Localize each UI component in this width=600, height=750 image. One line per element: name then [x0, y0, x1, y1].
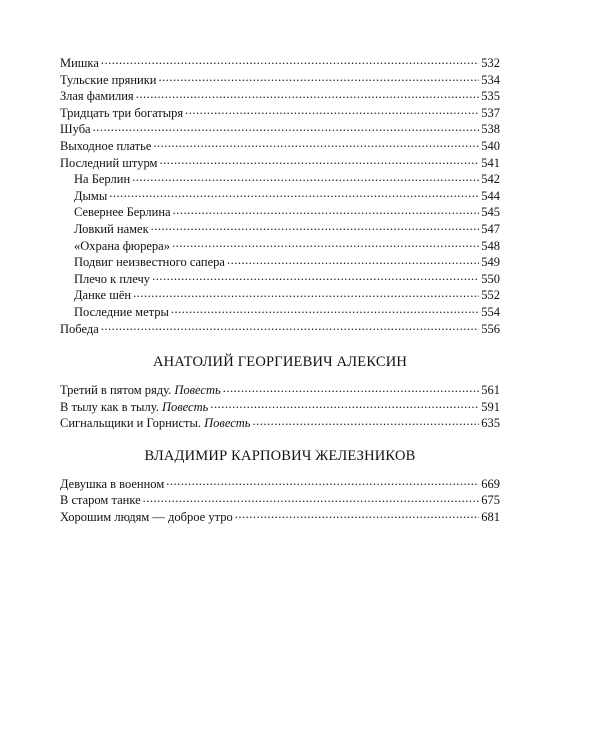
author-heading: ВЛАДИМИР КАРПОВИЧ ЖЕЛЕЗНИКОВ [144, 447, 416, 464]
dot-leader [93, 121, 480, 133]
page-number: 541 [481, 155, 500, 170]
entry-genre: Повесть [161, 399, 209, 414]
entry-title-text: Данке шён [74, 288, 132, 303]
entry-title [60, 322, 99, 338]
toc-entry [60, 121, 500, 138]
toc-entry [60, 399, 500, 416]
dot-leader [166, 476, 479, 488]
entry-title-text: Последний штурм [60, 155, 158, 170]
toc-entry [60, 88, 500, 105]
entry-title-text: В тылу как в тылу. [60, 399, 159, 414]
entry-title [60, 156, 157, 172]
entry-title-text: Дымы [74, 188, 108, 203]
page-number: 542 [481, 172, 500, 187]
page-number: 537 [481, 105, 500, 120]
entry-title-text: «Охрана фюрера» [74, 238, 170, 253]
entry-title [60, 139, 151, 155]
toc-entry [60, 382, 500, 399]
dot-leader [153, 138, 479, 150]
entry-title [60, 73, 156, 89]
toc-entry [60, 188, 500, 205]
entry-title-text: Севернее Берлина [74, 205, 171, 220]
entry-title [60, 383, 221, 399]
page-number: 552 [481, 288, 500, 303]
page-number: 545 [481, 205, 500, 220]
page-number: 550 [481, 271, 500, 286]
toc-entry [60, 509, 500, 526]
toc-entry [60, 415, 500, 432]
dot-leader [227, 254, 479, 266]
page-number: 544 [481, 188, 500, 203]
dot-leader [171, 304, 479, 316]
page-number: 538 [481, 122, 500, 137]
dot-leader [252, 415, 479, 427]
toc-entry [60, 72, 500, 89]
entry-title [74, 255, 225, 271]
page-number: 535 [481, 89, 500, 104]
toc-entry [60, 155, 500, 172]
toc-entry [60, 138, 500, 155]
dot-leader [101, 55, 479, 67]
entry-title-text: Мишка [60, 56, 99, 70]
entry-title [60, 400, 208, 416]
entry-title [60, 477, 164, 493]
entry-title-text: Ловкий намек [74, 221, 149, 236]
dot-leader [132, 171, 479, 183]
entry-title [60, 493, 141, 509]
toc-entry [60, 105, 500, 122]
dot-leader [159, 155, 479, 167]
toc-entry [60, 321, 500, 338]
entry-title-text: Плечо к плечу [74, 271, 151, 286]
entry-title-text: Последние метры [74, 304, 169, 319]
page-number: 540 [481, 138, 500, 153]
entry-title [74, 239, 170, 255]
entry-title [60, 106, 183, 122]
page-number: 548 [481, 238, 500, 253]
page-number: 556 [481, 321, 500, 336]
entry-genre: Повесть [204, 416, 251, 431]
page-number: 675 [481, 493, 500, 508]
entry-title-text: Тульские пряники [60, 72, 157, 87]
entry-title-text: Третий в пятом ряду. [60, 383, 172, 398]
toc-entry [60, 492, 500, 509]
dot-leader [143, 492, 480, 504]
toc-entry [60, 55, 500, 72]
toc-entry [60, 171, 500, 188]
toc-entry [60, 204, 500, 221]
dot-leader [133, 287, 479, 299]
entry-title-text: Злая фамилия [60, 89, 134, 104]
dot-leader [235, 509, 480, 521]
dot-leader [101, 321, 479, 333]
dot-leader [223, 382, 480, 394]
entry-title [60, 89, 134, 105]
page-number: 549 [481, 255, 500, 270]
entry-title-text: Выходное платье [60, 138, 152, 153]
entry-title [60, 510, 233, 526]
entry-title-text: На Берлин [74, 172, 131, 187]
toc-entry [60, 254, 500, 271]
page-number: 635 [481, 416, 500, 431]
dot-leader [185, 105, 479, 117]
page-number: 534 [481, 72, 500, 87]
dot-leader [173, 204, 480, 216]
dot-leader [210, 399, 479, 411]
dot-leader [109, 188, 479, 200]
entry-title [74, 222, 149, 238]
entry-title [74, 272, 150, 288]
page-number: 554 [481, 304, 500, 319]
entry-title-text: Подвиг неизвестного сапера [74, 255, 225, 270]
toc-entry [60, 271, 500, 288]
toc-entry [60, 221, 500, 238]
entry-title-text: В старом танке [60, 493, 141, 508]
dot-leader [136, 88, 480, 100]
entry-genre: Повесть [174, 383, 221, 398]
entry-title [74, 172, 130, 188]
entry-title-text: Хорошим людям — доброе утро [60, 510, 233, 525]
entry-title-text: Тридцать три богатыря [60, 105, 184, 120]
dot-leader [172, 238, 479, 250]
page-number: 681 [481, 510, 500, 525]
author-heading: АНАТОЛИЙ ГЕОРГИЕВИЧ АЛЕКСИН [152, 354, 408, 371]
entry-title-text: Девушка в военном [60, 476, 165, 491]
entry-title [74, 288, 131, 304]
table-of-contents [60, 55, 500, 526]
toc-entry [60, 304, 500, 321]
entry-title [60, 56, 99, 72]
toc-entry [60, 476, 500, 493]
page-number: 532 [481, 56, 500, 70]
entry-title-text: Шуба [60, 122, 91, 137]
toc-entry [60, 238, 500, 255]
entry-title [74, 305, 169, 321]
dot-leader [152, 271, 479, 283]
dot-leader [158, 72, 479, 84]
page-number: 591 [481, 399, 500, 414]
entry-title-text: Победа [60, 321, 99, 336]
dot-leader [151, 221, 480, 233]
page-number: 669 [481, 476, 500, 491]
entry-title [74, 189, 107, 205]
entry-title-text: Сигнальщики и Горнисты. [60, 416, 201, 431]
entry-title [74, 205, 171, 221]
page-number: 547 [481, 221, 500, 236]
entry-title [60, 416, 250, 432]
entry-title [60, 122, 91, 138]
page-number: 561 [481, 383, 500, 398]
toc-entry [60, 287, 500, 304]
